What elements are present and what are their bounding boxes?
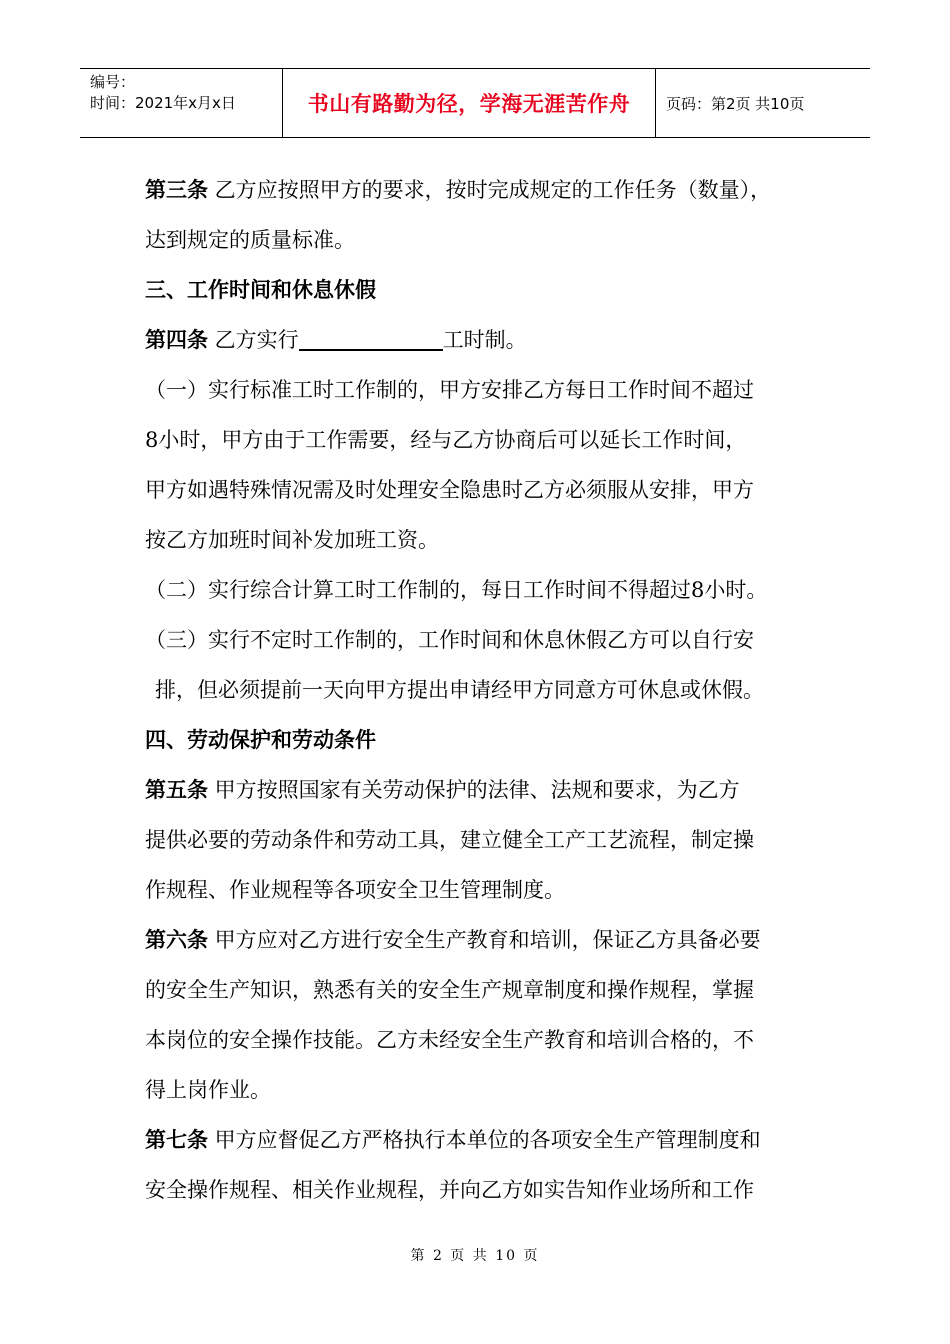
document-body [145, 165, 810, 1215]
article-4-line: 第四条 乙方实行 工时制。 [145, 327, 527, 352]
article-6-line: 本岗位的安全操作技能。乙方未经安全生产教育和培训合格的，不 [145, 1028, 754, 1052]
article-5-line: 提供必要的劳动条件和劳动工具，建立健全工产工艺流程，制定操 [145, 828, 754, 852]
document-date: 时间：2021年x月x日 [90, 94, 236, 112]
section-3-heading: 三、工作时间和休息休假 [145, 277, 376, 302]
article-7-title: 第七条 [145, 1127, 208, 1152]
article-5-title: 第五条 [145, 777, 208, 802]
article-4-title: 第四条 [145, 327, 208, 352]
article-3-line: 第三条 乙方应按照甲方的要求，按时完成规定的工作任务（数量）， [145, 177, 772, 202]
header-page-number: 页码：第2页 共10页 [666, 94, 805, 113]
article-6-line: 的安全生产知识，熟悉有关的安全生产规章制度和操作规程，掌握 [145, 978, 754, 1002]
item-1-line: 8小时，甲方由于工作需要，经与乙方协商后可以延长工作时间， [145, 428, 747, 452]
item-1-line: 甲方如遇特殊情况需及时处理安全隐患时乙方必须服从安排，甲方 [145, 478, 754, 502]
header-motto: 书山有路勤为径，学海无涯苦作舟 [283, 69, 656, 137]
article-5-line: 作规程、作业规程等各项安全卫生管理制度。 [145, 878, 565, 902]
article-6-line: 得上岗作业。 [145, 1078, 271, 1102]
article-3-line: 达到规定的质量标准。 [145, 228, 355, 252]
header-meta [80, 69, 283, 137]
article-6-line: 第六条 甲方应对乙方进行安全生产教育和培训，保证乙方具备必要 [145, 927, 761, 952]
document-number: 编号： [90, 73, 136, 91]
item-3-line: 排，但必须提前一天向甲方提出申请经甲方同意方可休息或休假。 [155, 678, 764, 702]
page-header [80, 68, 870, 138]
section-4-heading: 四、劳动保护和劳动条件 [145, 727, 376, 752]
blank-underline [299, 325, 443, 351]
item-3-line: （三）实行不定时工作制的，工作时间和休息休假乙方可以自行安 [145, 628, 754, 652]
article-3-title: 第三条 [145, 177, 208, 202]
article-7-line: 安全操作规程、相关作业规程，并向乙方如实告知作业场所和工作 [145, 1178, 754, 1202]
page-footer: 第 2 页 共 10 页 [410, 1248, 540, 1264]
article-5-line: 第五条 甲方按照国家有关劳动保护的法律、法规和要求，为乙方 [145, 777, 740, 802]
article-6-title: 第六条 [145, 927, 208, 952]
item-1-line: 按乙方加班时间补发加班工资。 [145, 528, 439, 552]
item-1-line: （一）实行标准工时工作制的，甲方安排乙方每日工作时间不超过 [145, 378, 754, 402]
article-7-line: 第七条 甲方应督促乙方严格执行本单位的各项安全生产管理制度和 [145, 1127, 761, 1152]
item-2-line: （二）实行综合计算工时工作制的，每日工作时间不得超过8小时。 [145, 578, 768, 602]
